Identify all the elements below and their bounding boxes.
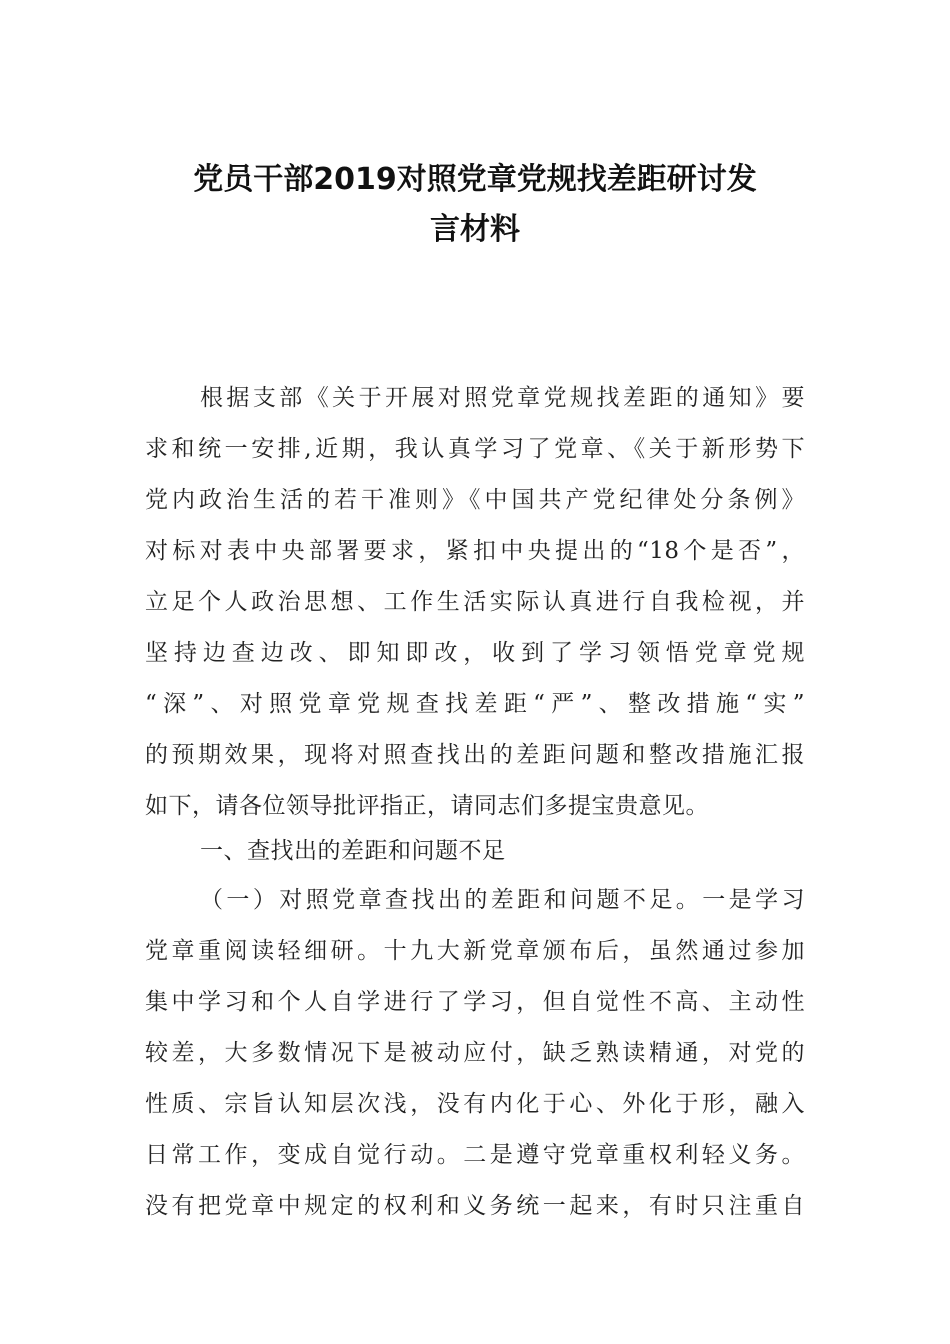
paragraph-line: 的预期效果，现将对照查找出的差距问题和整改措施汇报 <box>145 742 805 768</box>
paragraph-line: 集中学习和个人自学进行了学习，但自觉性不高、主动性 <box>145 989 805 1015</box>
document-title-line-1: 党员干部2019对照党章党规找差距研讨发 <box>193 162 757 197</box>
paragraph-line: 较差，大多数情况下是被动应付，缺乏熟读精通，对党的 <box>145 1040 805 1066</box>
paragraph-line: 坚持边查边改、即知即改，收到了学习领悟党章党规 <box>145 640 805 666</box>
paragraph-line: 立足个人政治思想、工作生活实际认真进行自我检视，并 <box>145 589 805 615</box>
paragraph-line: 没有把党章中规定的权利和义务统一起来，有时只注重自 <box>145 1193 805 1219</box>
paragraph-line: 党内政治生活的若干准则》《中国共产党纪律处分条例》 <box>145 487 805 513</box>
paragraph-line: 根据支部《关于开展对照党章党规找差距的通知》要 <box>200 385 805 411</box>
paragraph-line: 对标对表中央部署要求，紧扣中央提出的“18个是否”， <box>145 538 805 564</box>
paragraph-line: 求和统一安排,近期，我认真学习了党章、《关于新形势下 <box>145 436 805 462</box>
paragraph-line: 党章重阅读轻细研。十九大新党章颁布后，虽然通过参加 <box>145 938 805 964</box>
paragraph-line: （一）对照党章查找出的差距和问题不足。一是学习 <box>200 887 805 913</box>
section-heading: 一、查找出的差距和问题不足 <box>200 838 506 864</box>
paragraph-line: 如下，请各位领导批评指正，请同志们多提宝贵意见。 <box>145 793 709 819</box>
paragraph-line: 日常工作，变成自觉行动。二是遵守党章重权利轻义务。 <box>145 1142 805 1168</box>
paragraph-line: “深”、对照党章党规查找差距“严”、整改措施“实” <box>145 691 805 717</box>
paragraph-line: 性质、宗旨认知层次浅，没有内化于心、外化于形，融入 <box>145 1091 805 1117</box>
document-title-line-2: 言材料 <box>430 212 520 247</box>
